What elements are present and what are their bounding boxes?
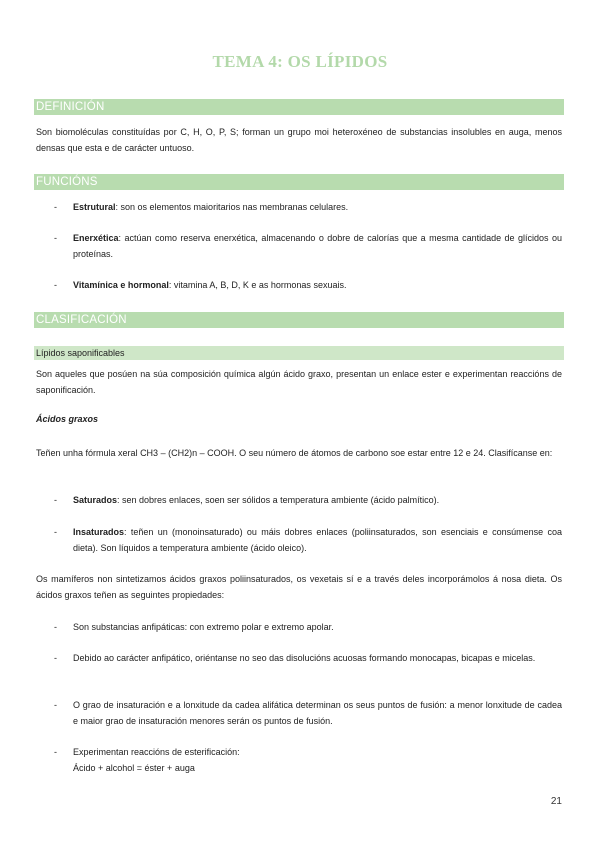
list-item-text: : sen dobres enlaces, soen ser sólidos a temperatura ambiente (ácido palmítico). <box>117 495 440 505</box>
esterificacion-text: Experimentan reaccións de esterificación: <box>73 747 240 757</box>
saponificables-intro: Son aqueles que posúen na súa composición química algún ácido graxo, presentan un enlace ester e experimentan reaccións de saponificación. <box>36 369 562 395</box>
list-item-text: : teñen un (monoinsaturado) ou máis dobres enlaces (poliinsaturados, son esenciais e consúmense coa dieta). Son líquidos a temperatura ambiente (ácido oleico). <box>73 527 562 553</box>
list-item: - Insaturados: teñen un (monoinsaturado) ou máis dobres enlaces (poliinsaturados, son esenciais e consúmense coa dieta). Son líquidos a temperatura ambiente (ácido oleico). <box>54 527 562 553</box>
section-heading-clasificacion: CLASIFICACIÓN <box>34 312 564 328</box>
list-item-term: Insaturados <box>73 527 125 537</box>
list-item: - Experimentan reaccións de esterificación: Ácido + alcohol = éster + auga <box>54 747 240 773</box>
esterificacion-equation: Ácido + alcohol = éster + auga <box>73 763 195 773</box>
list-item: - Vitamínica e hormonal: vitamina A, B, D, K e as hormonas sexuais. <box>54 280 347 290</box>
acidos-graxos-text: Teñen unha fórmula xeral CH3 – (CH2)n – COOH. O seu número de átomos de carbono soe estar entre 12 e 24. Clasifícanse en: <box>36 448 553 458</box>
section-heading-funcions: FUNCIÓNS <box>34 174 564 190</box>
list-item-term: Estrutural <box>73 202 116 212</box>
definicion-text: Son biomoléculas constituídas por C, H, O, P, S; forman un grupo moi heteroxéneo de substancias insolubles en auga, menos densas que esta e de carácter untuoso. <box>36 127 562 153</box>
acidos-graxos-heading: Ácidos graxos <box>36 414 99 424</box>
list-item-text: : actúan como reserva enerxética, almacenando o dobre de calorías que a mesma cantidade de glícidos ou proteínas. <box>73 233 562 259</box>
list-item-term: Vitamínica e hormonal <box>73 280 169 290</box>
section-heading-definicion: DEFINICIÓN <box>34 99 564 115</box>
list-item: - Debido ao carácter anfipático, oriéntanse no seo das disolucións acuosas formando monocapas, bicapas e micelas. <box>54 653 536 663</box>
list-item: - Son substancias anfipáticas: con extremo polar e extremo apolar. <box>54 622 334 632</box>
subheading-lipidos-saponificables: Lípidos saponificables <box>34 346 564 360</box>
list-item: - Saturados: sen dobres enlaces, soen ser sólidos a temperatura ambiente (ácido palmítico). <box>54 495 440 505</box>
page-title: TEMA 4: OS LÍPIDOS <box>212 52 388 71</box>
list-item: - Enerxética: actúan como reserva enerxética, almacenando o dobre de calorías que a mesma cantidade de glícidos ou proteínas. <box>54 233 562 259</box>
list-item: - Estrutural: son os elementos maioritarios nas membranas celulares. <box>54 202 349 212</box>
list-item: - O grao de insaturación e a lonxitude da cadea alifática determinan os seus puntos de fusión: a menor lonxitude de cadea e maior grao de insaturación menores serán os puntos de fusión. <box>54 700 562 726</box>
mamiferos-text: Os mamíferos non sintetizamos ácidos graxos poliinsaturados, os vexetais sí e a través deles incorporámolos á nosa dieta. Os ácidos graxos teñen as seguintes propiedades: <box>36 574 562 600</box>
list-item-text: : vitamina A, B, D, K e as hormonas sexuais. <box>168 280 347 290</box>
list-item-text: : son os elementos maioritarios nas membranas celulares. <box>115 202 349 212</box>
list-item-term: Saturados <box>73 495 118 505</box>
list-item-term: Enerxética <box>73 233 119 243</box>
page-number: 21 <box>550 796 562 807</box>
